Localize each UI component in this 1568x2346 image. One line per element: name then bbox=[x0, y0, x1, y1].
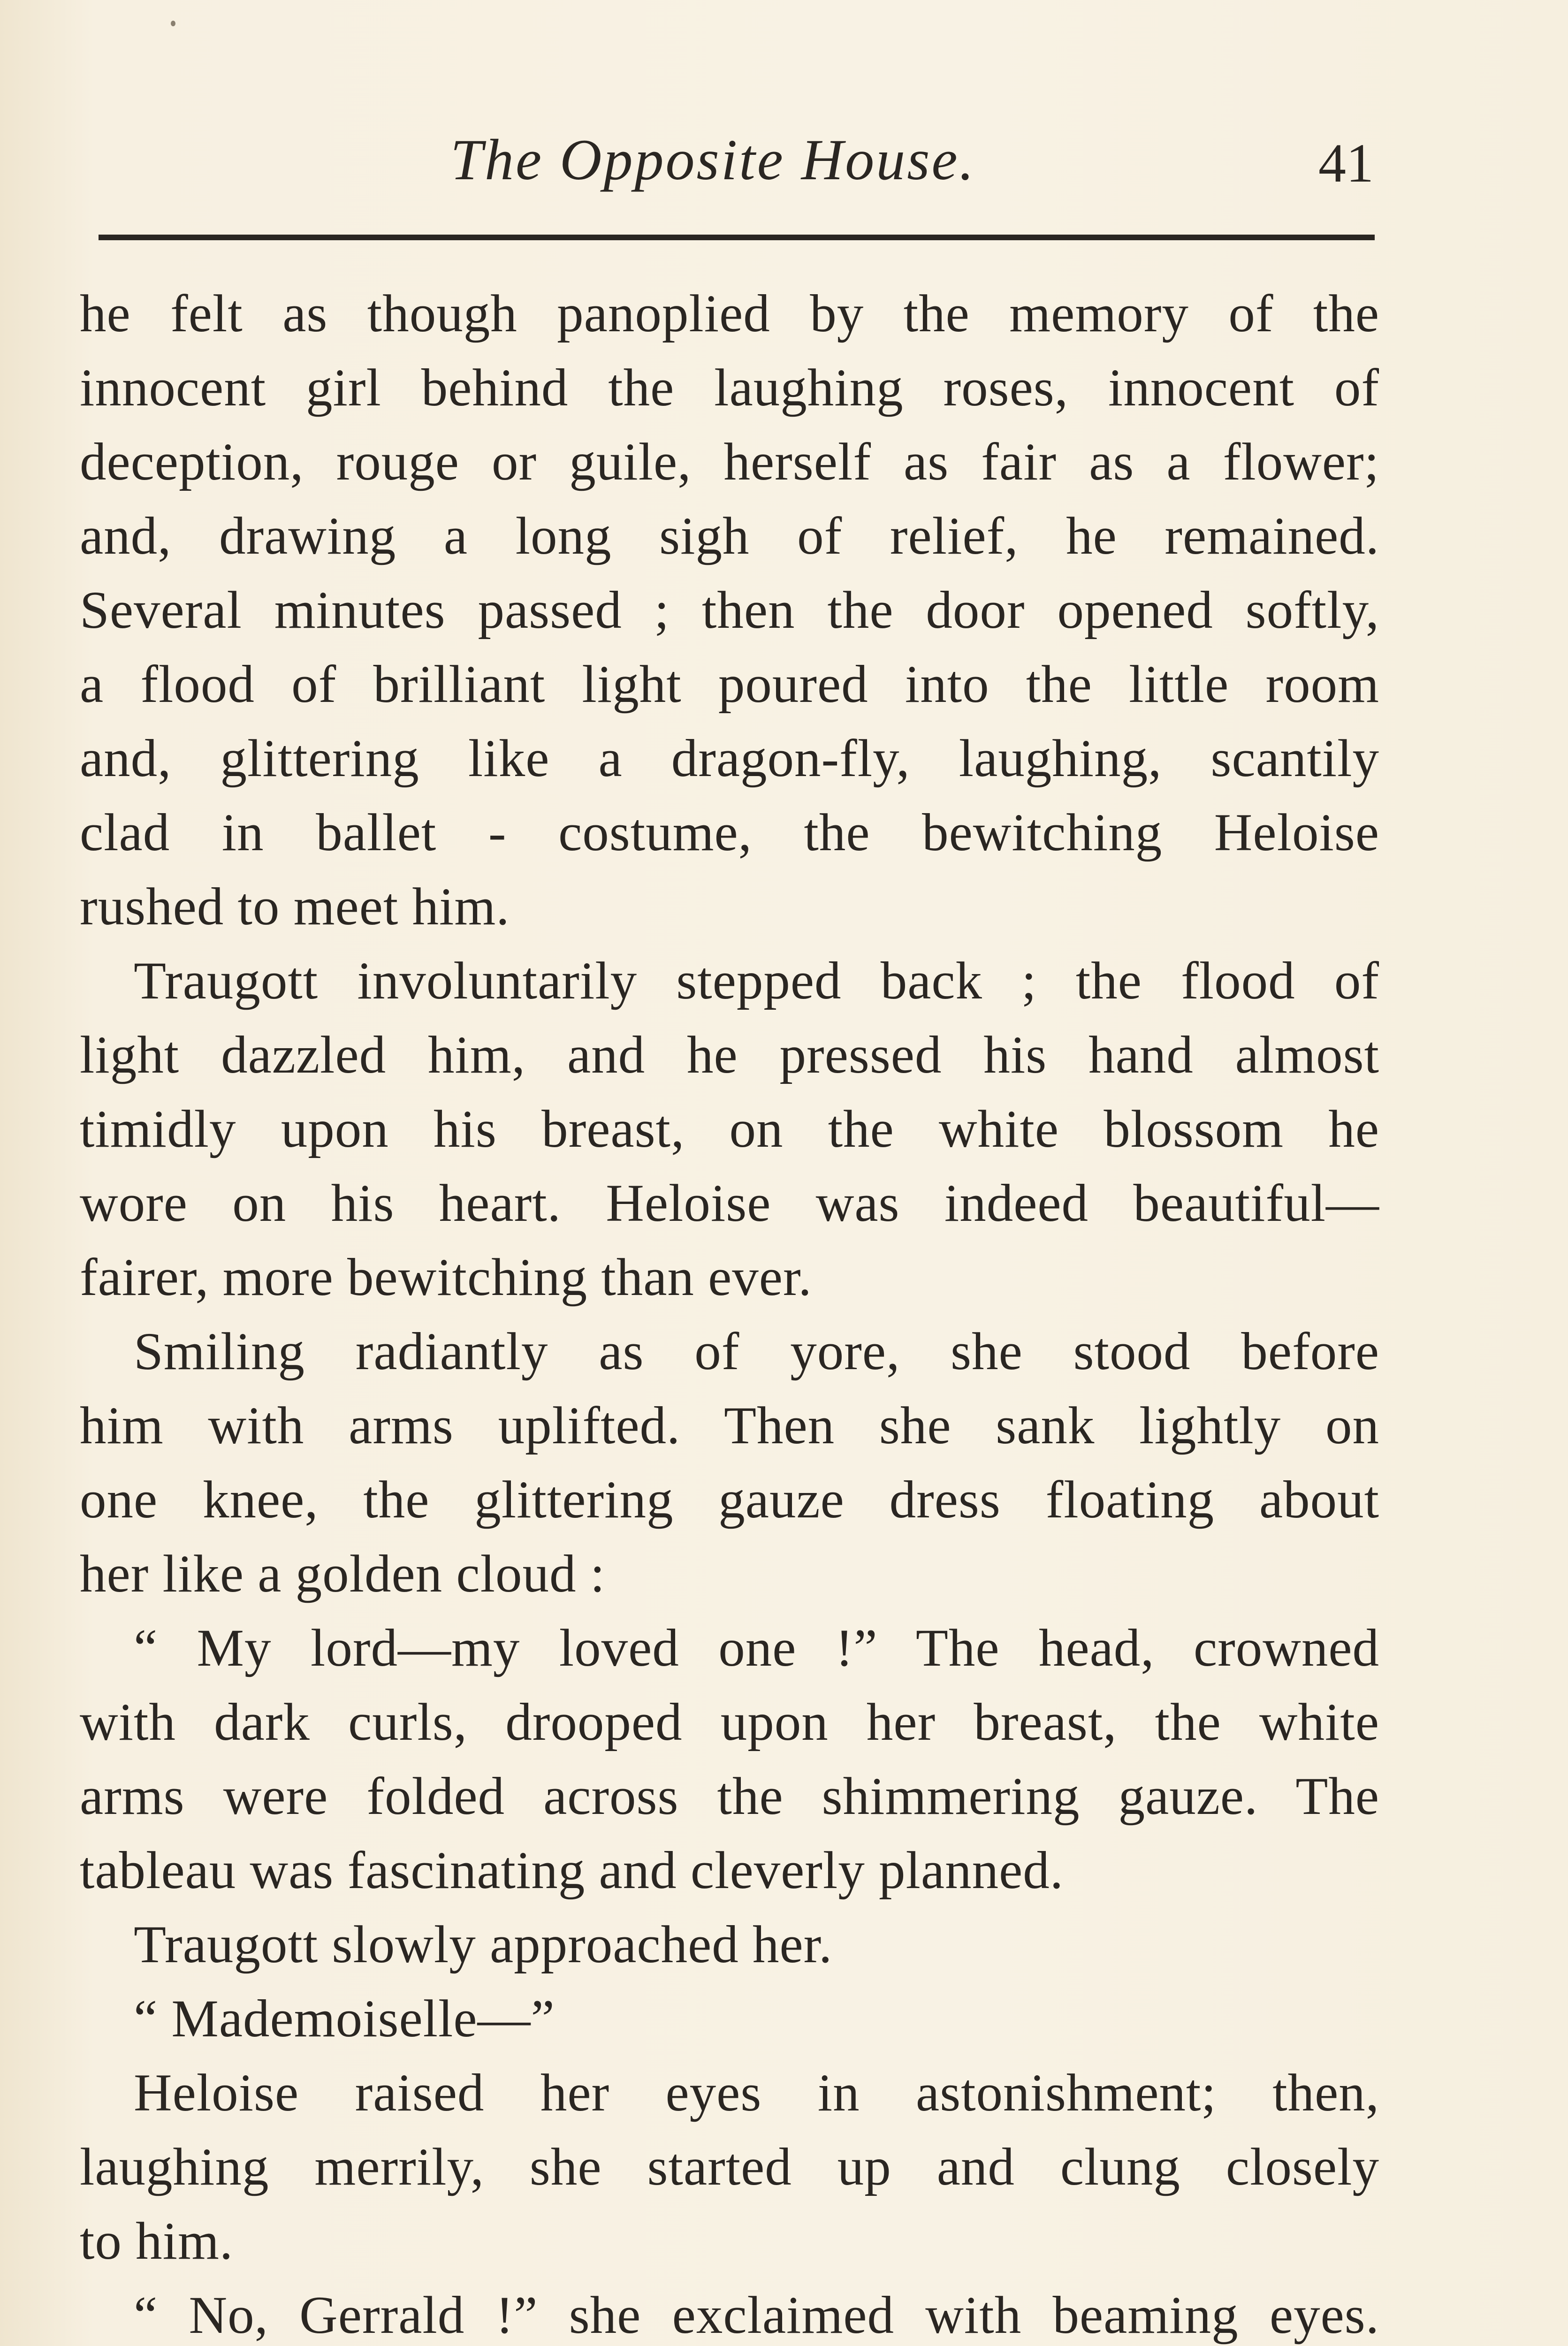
text-line: one knee, the glittering gauze dress floating about bbox=[80, 1470, 1379, 1529]
text-line: clad in ballet - costume, the bewitching Heloise bbox=[80, 803, 1379, 862]
text-line: fairer, more bewitching than ever. bbox=[80, 1248, 812, 1307]
text-line: wore on his heart. Heloise was indeed beautiful— bbox=[80, 1174, 1379, 1233]
text-line: “ My lord—my loved one !” The head, crowned bbox=[134, 1619, 1379, 1677]
text-line: and, drawing a long sigh of relief, he remained. bbox=[80, 507, 1379, 565]
text-line: deception, rouge or guile, herself as fair as a flower; bbox=[80, 433, 1379, 491]
page-header bbox=[0, 127, 1568, 202]
text-line: tableau was fascinating and cleverly planned. bbox=[80, 1841, 1064, 1900]
text-line: innocent girl behind the laughing roses, innocent of bbox=[80, 358, 1379, 417]
text-line: to him. bbox=[80, 2212, 234, 2270]
text-line: light dazzled him, and he pressed his hand almost bbox=[80, 1026, 1379, 1084]
text-line: “ No, Gerrald !” she exclaimed with beaming eyes. bbox=[134, 2286, 1379, 2345]
text-line: timidly upon his breast, on the white blossom he bbox=[80, 1100, 1379, 1158]
text-line: Heloise raised her eyes in astonishment; then, bbox=[134, 2064, 1379, 2122]
text-line: Traugott slowly approached her. bbox=[134, 1915, 833, 1974]
header-rule bbox=[99, 235, 1375, 240]
text-line: a flood of brilliant light poured into the little room bbox=[80, 655, 1379, 714]
text-line: Several minutes passed ; then the door opened softly, bbox=[80, 581, 1379, 640]
text-line: he felt as though panoplied by the memory of the bbox=[80, 284, 1379, 343]
text-line: Traugott involuntarily stepped back ; the flood of bbox=[134, 952, 1379, 1010]
page-number: 41 bbox=[1318, 132, 1374, 194]
text-line: her like a golden cloud : bbox=[80, 1545, 606, 1603]
text-line: him with arms uplifted. Then she sank lightly on bbox=[80, 1396, 1379, 1455]
text-line: arms were folded across the shimmering gauze. The bbox=[80, 1767, 1379, 1826]
text-line: rushed to meet him. bbox=[80, 877, 510, 936]
text-line: with dark curls, drooped upon her breast, the white bbox=[80, 1693, 1379, 1752]
text-line: “ Mademoiselle—” bbox=[134, 1989, 555, 2048]
running-head: The Opposite House. bbox=[450, 128, 976, 192]
text-line: and, glittering like a dragon-fly, laughing, scantily bbox=[80, 729, 1379, 788]
paper-speck bbox=[171, 21, 175, 26]
text-line: Smiling radiantly as of yore, she stood before bbox=[134, 1322, 1379, 1381]
text-line: laughing merrily, she started up and clung closely bbox=[80, 2138, 1379, 2196]
body-text bbox=[80, 277, 1379, 2346]
